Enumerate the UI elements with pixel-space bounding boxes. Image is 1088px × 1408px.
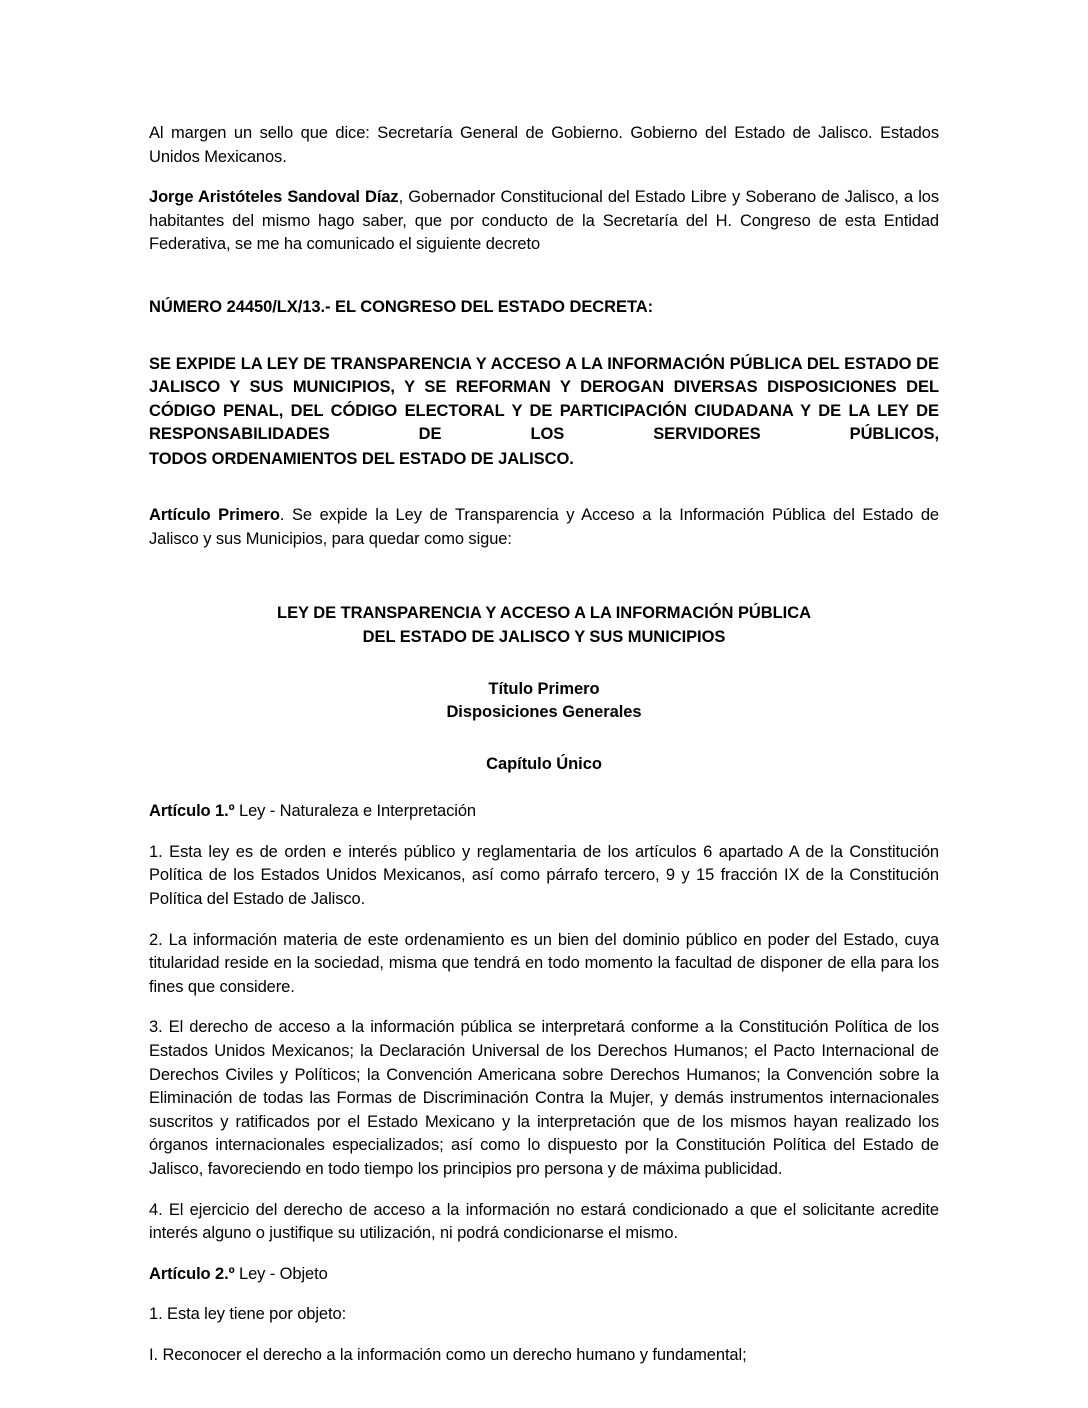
articulo-2-label: Artículo 2.º: [149, 1264, 235, 1283]
page-content: [149, 122, 939, 1368]
decree-statement-lastline: TODOS ORDENAMIENTOS DEL ESTADO DE JALISCO.: [149, 449, 574, 468]
articulo-1-label: Artículo 1.º: [149, 802, 235, 821]
articulo-primero-label: Artículo Primero: [149, 506, 280, 525]
articulo-1-paragraph: 2. La información materia de este ordenamiento es un bien del dominio público en poder del Estado, cuya titularidad reside en la sociedad, misma que tendrá en todo momento la facultad de disponer de ella para los fines que considere.: [149, 930, 939, 996]
decree-number-line: NÚMERO 24450/LX/13.- EL CONGRESO DEL ESTADO DECRETA:: [149, 297, 654, 316]
articulo-2-title: Ley - Objeto: [234, 1264, 328, 1283]
titulo-primero-line-1: Título Primero: [488, 679, 600, 698]
spacer: [149, 650, 939, 678]
articulo-2-fraccion: I. Reconocer el derecho a la información como un derecho humano y fundamental;: [149, 1345, 747, 1364]
articulo-primero-text: . Se expide la Ley de Transparencia y Acceso a la Información Pública del Estado de Jalisco y sus Municipios, para quedar como sigue:: [149, 506, 939, 548]
articulo-1-paragraph: 1. Esta ley es de orden e interés público y reglamentaria de los artículos 6 apartado A de la Constitución Política de los Estados Unidos Mexicanos, así como párrafo tercero, 9 y 15 fracción IX de la Constitución Política del Estado de Jalisco.: [149, 842, 939, 909]
governor-statement-paragraph: [149, 186, 939, 257]
spacer: [149, 568, 939, 602]
spacer: [149, 725, 939, 753]
articulo-primero-paragraph: [149, 504, 939, 551]
decree-statement-body: SE EXPIDE LA LEY DE TRANSPARENCIA Y ACCESO A LA INFORMACIÓN PÚBLICA DEL ESTADO DE JALISCO Y SUS MUNICIPIOS, Y SE REFORMAN Y DEROGAN DIVERSAS DISPOSICIONES DEL CÓDIGO PENAL, DEL CÓDIGO ELECTORAL Y DE PARTICIPACIÓN CIUDADANA Y DE LA LEY DE RESPONSABILIDADES DE LOS SERVIDORES PÚBLICOS,: [149, 354, 939, 444]
articulo-1-paragraph: 3. El derecho de acceso a la información pública se interpretará conforme a la Constitución Política de los Estados Unidos Mexicanos; la Declaración Universal de los Derechos Humanos; el Pacto Internacional de Derechos Civiles y Políticos; la Convención Americana sobre Derechos Humanos; la Convención sobre la Eliminación de todas las Formas de Discriminación Contra la Mujer, y demás instrumentos internacionales suscritos y ratificados por el Estado Mexicano y la interpretación que de los mismos hayan realizado los órganos internacionales especializados; así como lo dispuesto por la Constitución Política del Estado de Jalisco, favoreciendo en todo tiempo los principios pro persona y de máxima publicidad.: [149, 1018, 939, 1178]
articulo-2-heading: [149, 1263, 939, 1287]
spacer: [149, 337, 939, 353]
law-title-line-1: LEY DE TRANSPARENCIA Y ACCESO A LA INFORMACIÓN PÚBLICA: [277, 604, 811, 623]
governor-statement-text: , Gobernador Constitucional del Estado Libre y Soberano de Jalisco, a los habitantes del mismo hago saber, que por conducto de la Secretaría del H. Congreso de esta Entidad Federativa, se me ha comunicado el siguiente decreto: [149, 188, 939, 254]
law-title-line-2: DEL ESTADO DE JALISCO Y SUS MUNICIPIOS: [362, 627, 726, 646]
capitulo-unico-heading: Capítulo Único: [486, 754, 602, 773]
titulo-primero-line-2: Disposiciones Generales: [446, 703, 642, 722]
spacer: [149, 274, 939, 296]
articulo-1-title: Ley - Naturaleza e Interpretación: [234, 802, 476, 821]
spacer: [149, 488, 939, 504]
articulo-2-paragraph: 1. Esta ley tiene por objeto:: [149, 1305, 347, 1324]
articulo-1-paragraph: 4. El ejercicio del derecho de acceso a la información no estará condicionado a que el solicitante acredite interés alguno o justifique su utilización, ni podrá condicionarse el mismo.: [149, 1200, 939, 1243]
seal-note-paragraph: Al margen un sello que dice: Secretaría General de Gobierno. Gobierno del Estado de Jalisco. Estados Unidos Mexicanos.: [149, 124, 939, 166]
governor-name: Jorge Aristóteles Sandoval Díaz: [149, 188, 399, 207]
articulo-1-heading: [149, 800, 939, 824]
spacer: [149, 776, 939, 800]
